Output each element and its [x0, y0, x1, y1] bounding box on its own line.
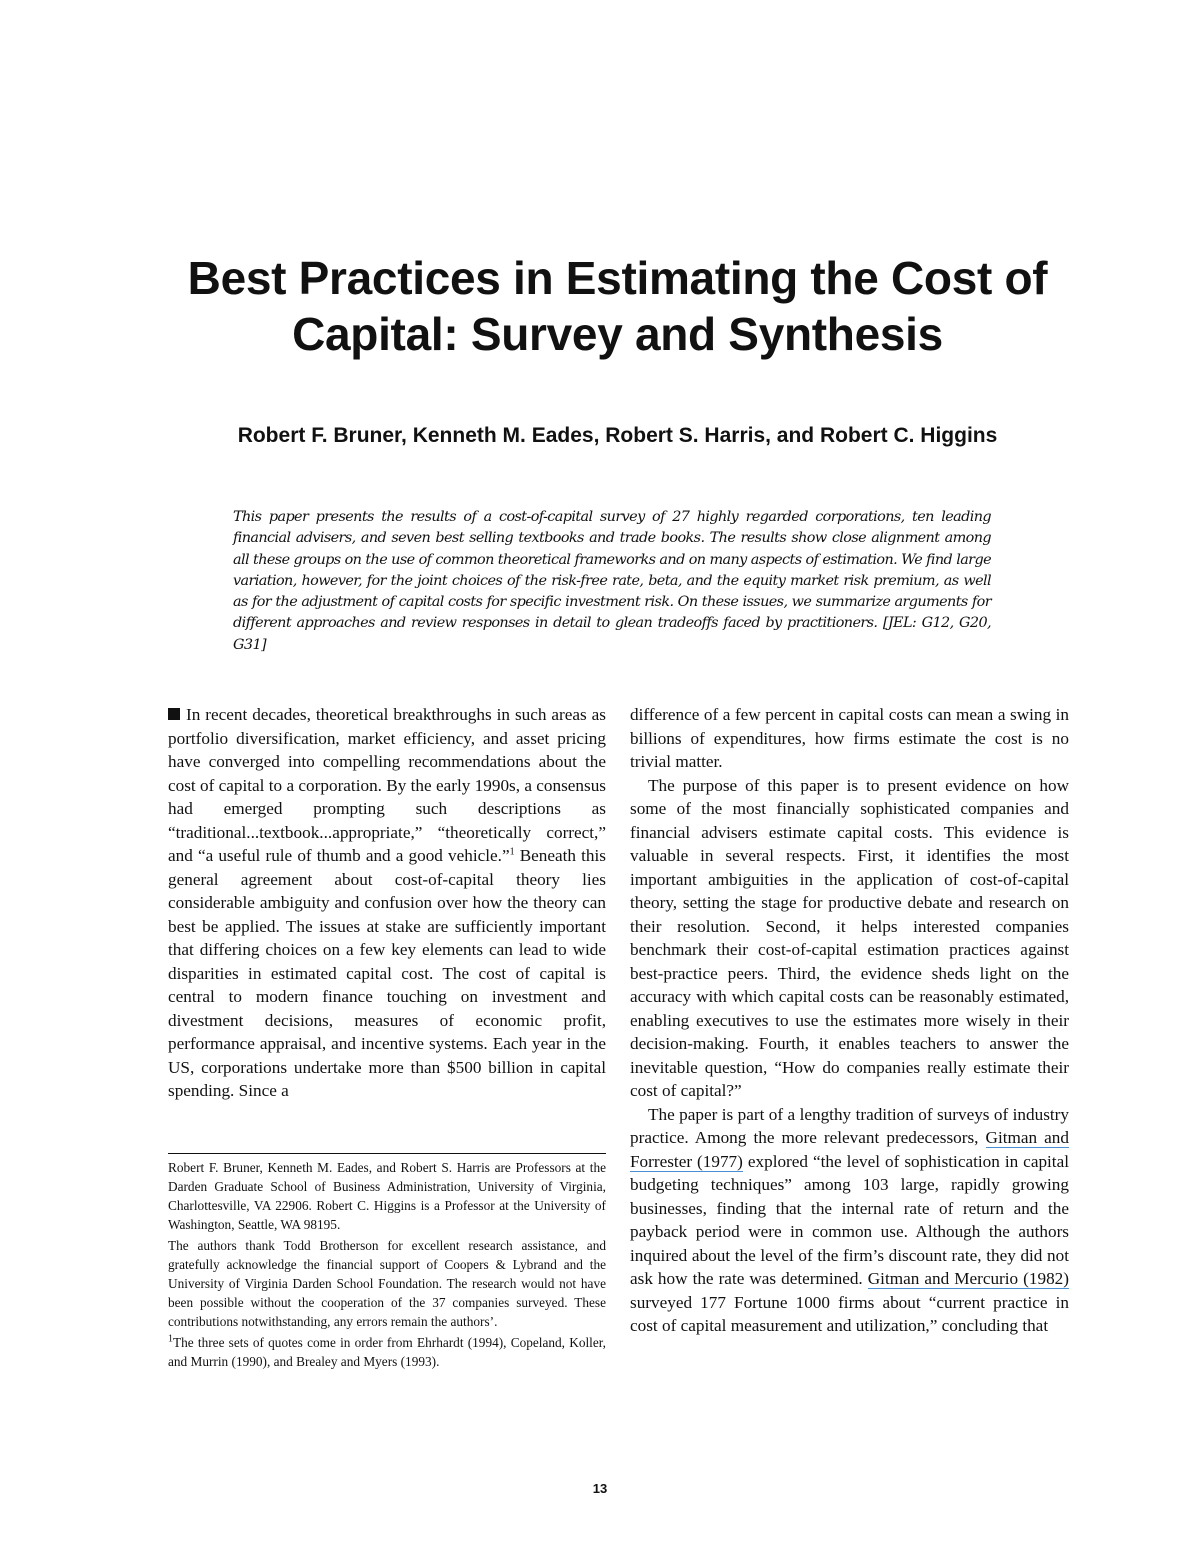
body-column-left — [168, 703, 606, 1103]
body-paragraph — [630, 1103, 1069, 1338]
abstract: This paper presents the results of a cost-of-capital survey of 27 highly regarded corporations, ten leading financial advisers, and seven best selling textbooks and trade books. The results show close alignment among all these groups on the use of common theoretical frameworks and on many aspects of estimation. We find large variation, however, for the joint choices of the risk-free rate, beta, and the equity market risk premium, as well as for the adjustment of capital costs for specific investment risk. On these issues, we summarize arguments for different approaches and review responses in detail to glean tradeoffs faced by practitioners. [JEL: G12, G20, G31] — [233, 509, 991, 653]
author-list: Robert F. Bruner, Kenneth M. Eades, Robert S. Harris, and Robert C. Higgins — [237, 424, 998, 447]
footnote-thanks: The authors thank Todd Brotherson for excellent research assistance, and gratefully acknowledge the financial support of Coopers & Lybrand and the University of Virginia Darden School Foundation. The research would not have been possible without the cooperation of the 37 companies surveyed. These contributions notwithstanding, any errors remain the authors’. — [168, 1238, 606, 1329]
body-paragraph: difference of a few percent in capital costs can mean a swing in billions of expenditures, how firms estimate the cost is no trivial matter. — [630, 705, 1069, 771]
body-paragraph: The purpose of this paper is to present evidence on how some of the most financially sophisticated companies and financial advisers estimate capital costs. This evidence is valuable in several respects. First, it identifies the most important ambiguities in the application of cost-of-capital theory, setting the stage for productive debate and research on their resolution. Second, it helps interested companies benchmark their cost-of-capital estimation practices against best-practice peers. Third, the evidence sheds light on the accuracy with which capital costs can be reasonably estimated, enabling executives to use the estimates more wisely in their decision-making. Fourth, it enables teachers to answer the inevitable question, “How do companies really estimate their cost of capital?” — [630, 775, 1069, 1100]
footnote-ref-1[interactable]: 1 — [509, 846, 515, 858]
footnotes — [168, 1158, 606, 1373]
footnote-affiliation: Robert F. Bruner, Kenneth M. Eades, and Robert S. Harris are Professors at the Darden Graduate School of Business Administration, University of Virginia, Charlottesville, VA 22906. Robert C. Higgins is a Professor at the University of Washington, Seattle, WA 98195. — [168, 1160, 606, 1232]
citation-link-gitman-mercurio[interactable]: Gitman and Mercurio (1982) — [867, 1269, 1069, 1288]
body-column-right — [630, 703, 1069, 1338]
body-text: surveyed 177 Fortune 1000 firms about “current practice in cost of capital measurement and utilization,” concluding that — [630, 1292, 1069, 1335]
footnote-1-mark: 1 — [168, 1333, 173, 1345]
footnote-1 — [168, 1333, 606, 1371]
body-text: Beneath this general agreement about cost-of-capital theory lies considerable ambiguity and confusion over how the theory can best be applied. The issues at stake are sufficiently important that differing choices on a few key elements can lead to wide disparities in estimated capital cost. The cost of capital is central to modern finance touching on investment and divestment decisions, measures of economic profit, performance appraisal, and incentive systems. Each year in the US, corporations undertake more than $500 billion in capital spending. Since a — [168, 846, 606, 1100]
footnote-1-text: The three sets of quotes come in order from Ehrhardt (1994), Copeland, Koller, and Murrin (1990), and Brealey and Myers (1993). — [168, 1335, 606, 1369]
citation-link-gitman-forrester[interactable]: Gitman and Forrester (1977) — [630, 1128, 1069, 1171]
body-text: In recent decades, theoretical breakthroughs in such areas as portfolio diversification, market efficiency, and asset pricing have converged into compelling recommendations about the cost of capital to a corporation. By the early 1990s, a consensus had emerged prompting such descriptions as “traditional...textbook...appropriate,” “theoretically correct,” and “a useful rule of thumb and a good vehicle.” — [168, 705, 606, 865]
body-paragraph — [168, 703, 606, 1103]
section-start-square-icon — [168, 708, 180, 720]
footnote-divider — [168, 1153, 606, 1154]
paper-title: Best Practices in Estimating the Cost of Capital: Survey and Synthesis — [187, 252, 1048, 360]
body-text: explored “the level of sophistication in capital budgeting techniques” among 103 large, rapidly growing businesses, finding that the internal rate of return and the payback period were in common use. Although the authors inquired about the level of the firm’s discount rate, they did not ask how the rate was determined. — [630, 1151, 1069, 1288]
page-number: 13 — [592, 1481, 608, 1496]
body-text: The paper is part of a lengthy tradition of surveys of industry practice. Among the more relevant predecessors, — [630, 1104, 1069, 1147]
